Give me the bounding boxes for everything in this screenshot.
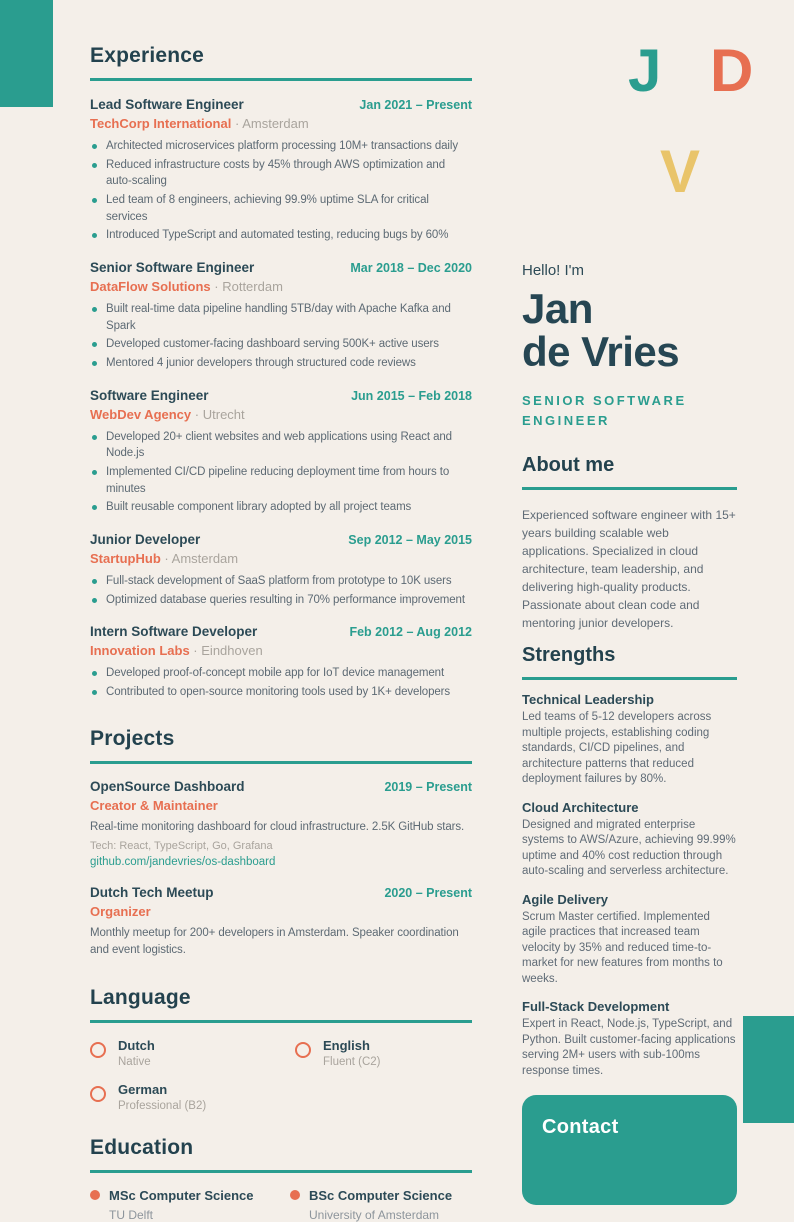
job-bullet: Built reusable component library adopted by all project teams [90,499,472,516]
job-bullet: Led team of 8 engineers, achieving 99.9% uptime SLA for critical services [90,192,472,225]
strength-title: Technical Leadership [522,692,654,708]
education-degree: BSc Computer Science [309,1187,453,1203]
education-item [90,1188,290,1222]
bullet-dot-icon [90,1190,100,1200]
strength-item [522,800,737,880]
job-bullet: Optimized database queries resulting in 70% performance improvement [90,592,472,609]
columns [90,0,754,1222]
education-heading: Education [90,1135,194,1159]
projects-section [90,727,472,960]
job-company-line [90,551,472,566]
last-name: de Vries [522,328,680,376]
company-location: Eindhoven [201,643,263,659]
monogram-letter-v: V [660,138,701,205]
strength-title: Full-Stack Development [522,999,670,1015]
language-name: Dutch [118,1037,155,1053]
education-grid [90,1188,472,1222]
job-bullet: Mentored 4 junior developers through structured code reviews [90,355,472,372]
language-heading: Language [90,985,191,1009]
education-header [90,1188,290,1203]
company-separator: · [214,279,219,295]
job-bullets [90,138,472,244]
contact-heading: Contact [542,1116,619,1139]
project-title: Dutch Tech Meetup [90,885,214,901]
company-name: WebDev Agency [90,406,192,422]
monogram-letter-j: J [628,37,662,104]
language-section [90,986,472,1112]
strength-text: Led teams of 5-12 developers across multiple projects, establishing coding standards, CI/CD pipelines, and architecture patterns that reduced deployment failures by 80%. [522,711,712,786]
project-role: Organizer [90,904,151,920]
project-header [90,885,472,900]
about-text: Experienced software engineer with 15+ years building scalable web applications. Specialized in cloud architecture, team leadership, and delivering high-quality products. Passionate about clean code and mentoring junior developers. [522,508,736,631]
projects-heading: Projects [90,726,175,750]
contact-card [522,1095,737,1205]
language-name: English [323,1037,370,1053]
section-divider [90,1020,472,1023]
job-bullet: Contributed to open-source monitoring tools used by 1K+ developers [90,684,472,701]
company-name: TechCorp International [90,116,232,131]
job-bullets [90,429,472,516]
job-date: Mar 2018 – Dec 2020 [350,261,472,276]
job-date: Feb 2012 – Aug 2012 [349,625,472,640]
project-entry [90,885,472,960]
company-separator: · [194,406,200,422]
job-bullet: Reduced infrastructure costs by 45% through AWS optimization and auto-scaling [90,157,472,190]
job-bullet: Introduced TypeScript and automated testing, reducing bugs by 60% [90,227,472,244]
strengths-section [522,644,737,1079]
project-date: 2019 – Present [384,779,472,794]
greeting: Hello! I'm [522,262,585,279]
job-header [90,97,472,112]
language-level: Native [118,1055,151,1068]
job-company-line [90,407,472,422]
language-name: German [118,1081,168,1097]
project-date: 2020 – Present [384,886,472,901]
job-entry [90,97,472,244]
company-separator: · [234,116,240,131]
right-column [522,0,754,1222]
company-location: Amsterdam [242,116,309,131]
company-location: Amsterdam [171,551,239,567]
project-description: Monthly meetup for 200+ developers in Amsterdam. Speaker coordination and event logistics. [90,927,459,957]
job-company-line [90,279,472,294]
strength-text: Expert in React, Node.js, TypeScript, and Python. Built customer-facing applications serving 2M+ users with sub-100ms response times. [522,1018,736,1077]
job-date: Sep 2012 – May 2015 [348,533,472,548]
company-name: StartupHub [90,551,161,567]
job-title: Software Engineer [90,387,209,403]
circle-outline-icon [295,1042,311,1058]
project-header [90,779,472,794]
job-title: Intern Software Developer [90,624,258,640]
strength-title: Agile Delivery [522,891,608,907]
circle-outline-icon [90,1042,106,1058]
job-entry [90,388,472,516]
section-divider [90,761,472,764]
about-section [522,454,737,632]
about-heading: About me [522,454,615,477]
job-date: Jan 2021 – Present [359,98,472,112]
bullet-dot-icon [290,1190,300,1200]
project-entry [90,779,472,870]
job-entry [90,260,472,372]
company-name: DataFlow Solutions [90,279,211,295]
company-location: Utrecht [202,406,245,422]
job-bullet: Architected microservices platform processing 10M+ transactions daily [90,138,472,155]
person-name [522,287,737,374]
project-role: Creator & Maintainer [90,797,218,813]
job-company-line [90,116,472,131]
first-name: Jan [522,285,593,332]
company-separator: · [193,643,198,659]
person-job-title: SENIOR SOFTWARE ENGINEER [522,392,687,429]
project-tech: Tech: React, TypeScript, Go, Grafana [90,840,273,853]
strength-item [522,692,737,788]
job-header [90,532,472,547]
language-level: Professional (B2) [118,1099,207,1112]
job-bullets [90,573,472,608]
left-column [90,0,472,1222]
company-name: Innovation Labs [90,643,190,659]
education-header [290,1188,472,1203]
education-school: TU Delft [109,1207,154,1222]
section-divider [90,78,472,81]
section-divider [522,487,737,490]
job-bullet: Built real-time data pipeline handling 5TB/day with Apache Kafka and Spark [90,301,472,334]
education-school: University of Amsterdam [309,1207,440,1222]
job-bullet: Implemented CI/CD pipeline reducing deployment time from hours to minutes [90,464,472,497]
job-company-line [90,643,472,658]
strength-text: Designed and migrated enterprise systems to AWS/Azure, achieving 99.99% uptime and 40% cost reduction through auto-scaling and serverless architecture. [522,818,736,878]
circle-outline-icon [90,1086,106,1102]
language-text [118,1082,206,1112]
job-title: Lead Software Engineer [90,97,244,112]
language-level: Fluent (C2) [323,1055,381,1068]
job-bullet: Developed 20+ client websites and web applications using React and Node.js [90,429,472,462]
job-entry [90,624,472,700]
language-text [118,1038,155,1068]
language-item [90,1082,295,1112]
job-header [90,388,472,403]
job-bullet: Developed customer-facing dashboard serving 500K+ active users [90,336,472,353]
project-description: Real-time monitoring dashboard for cloud infrastructure. 2.5K GitHub stars. [90,820,465,833]
project-title: OpenSource Dashboard [90,778,245,794]
job-bullets [90,301,472,372]
company-separator: · [164,551,169,567]
education-degree: MSc Computer Science [109,1187,254,1203]
decor-block-top-left [0,0,53,107]
job-bullet: Developed proof-of-concept mobile app for IoT device management [90,665,472,682]
language-text [323,1038,381,1068]
job-title: Senior Software Engineer [90,260,255,276]
project-link[interactable]: github.com/jandevries/os-dashboard [90,856,276,869]
education-section [90,1136,472,1222]
job-bullets [90,665,472,700]
job-header [90,624,472,639]
experience-heading: Experience [90,44,205,67]
language-grid [90,1038,472,1112]
job-header [90,260,472,275]
experience-section [90,44,472,701]
section-divider [90,1170,472,1173]
language-item [295,1038,472,1068]
section-divider [522,677,737,680]
job-bullet: Full-stack development of SaaS platform from prototype to 10K users [90,573,472,590]
job-date: Jun 2015 – Feb 2018 [351,388,472,403]
strength-item [522,892,737,988]
strength-item [522,999,737,1079]
strength-text: Scrum Master certified. Implemented agile practices that increased team velocity by 35% and reduced time-to-market for new features from months to weeks. [522,910,723,985]
strength-title: Cloud Architecture [522,799,639,815]
monogram-letter-d: D [710,37,754,104]
strengths-heading: Strengths [522,644,616,667]
job-entry [90,532,472,608]
education-item [290,1188,472,1222]
language-item [90,1038,295,1068]
job-title: Junior Developer [90,532,201,548]
decor-block-bottom-right [743,1016,794,1123]
company-location: Rotterdam [222,279,283,295]
monogram [522,36,754,262]
